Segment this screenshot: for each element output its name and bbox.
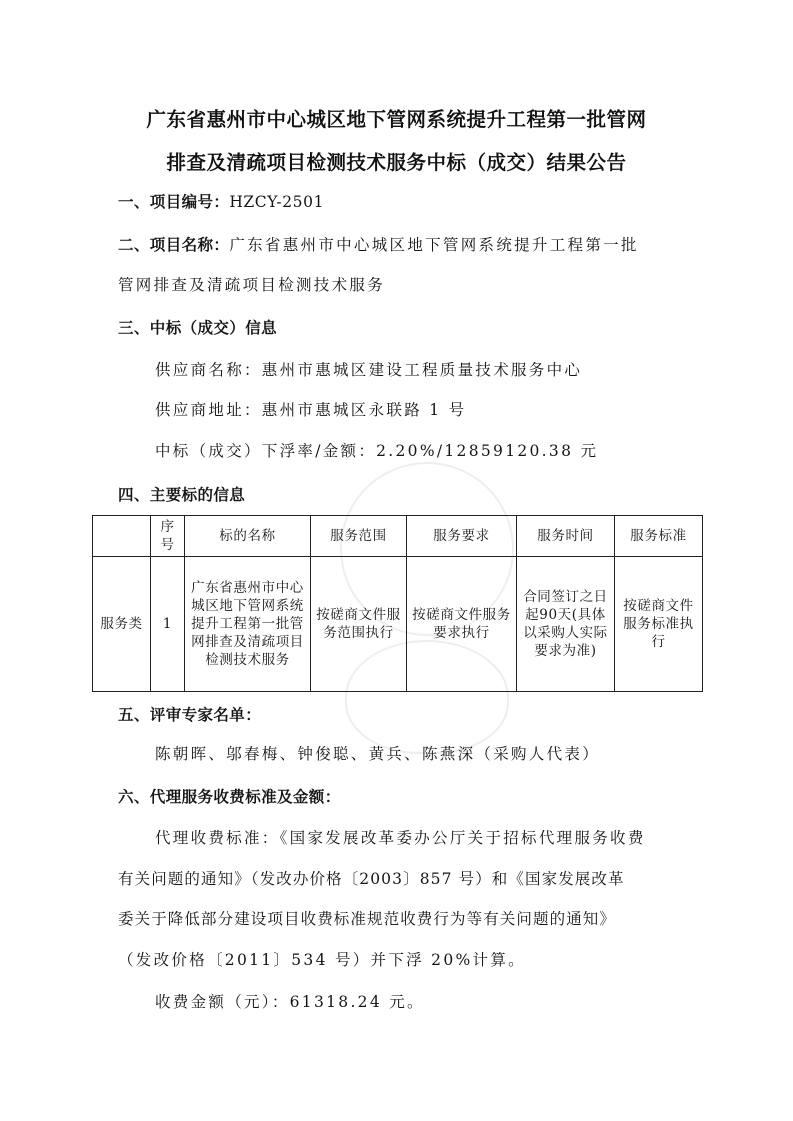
table-cell-subject-name: 广东省惠州市中心城区地下管网系统提升工程第一批管网排查及清疏项目检测技术服务 <box>185 557 311 692</box>
project-number-value: HZCY-2501 <box>229 193 325 211</box>
project-number <box>118 190 324 212</box>
fee-standard-line-1: 代理收费标准：《国家发展改革委办公厅关于招标代理服务收费 <box>155 829 646 847</box>
table-cell-time: 合同签订之日起90天(具体以采购人实际要求为准) <box>517 557 615 692</box>
section-4-label: 四、主要标的信息 <box>118 486 246 504</box>
title-line-2: 排查及清疏项目检测技术服务中标（成交）结果公告 <box>166 151 627 174</box>
section-6-label: 六、代理服务收费标准及金额： <box>118 788 341 806</box>
fee-amount: 收费金额（元）：61318.24 元。 <box>155 993 425 1011</box>
table-header-cell: 服务范围 <box>311 516 407 557</box>
section-3-label: 三、中标（成交）信息 <box>118 319 278 337</box>
fee-standard-line-2: 有关问题的通知》（发改办价格〔2003〕857 号）和《国家发展改革 <box>118 870 625 888</box>
table-header-cell: 服务时间 <box>517 516 615 557</box>
table-cell-category: 服务类 <box>93 557 151 692</box>
table-cell-index: 1 <box>151 557 185 692</box>
table-header-cell: 服务标准 <box>615 516 703 557</box>
supplier-address: 供应商地址：惠州市惠城区永联路 1 号 <box>155 401 467 419</box>
supplier-name: 供应商名称：惠州市惠城区建设工程质量技术服务中心 <box>155 361 583 379</box>
table-header-cell: 服务要求 <box>407 516 517 557</box>
project-name-line-1 <box>118 233 639 255</box>
section-1-label: 一、项目编号： <box>118 193 230 211</box>
section-2-label: 二、项目名称： <box>118 236 230 254</box>
fee-standard-line-3: 委关于降低部分建设项目收费标准规范收费行为等有关问题的通知》 <box>118 910 617 928</box>
table-row <box>93 557 703 692</box>
project-name-line-2: 管网排查及清疏项目检测技术服务 <box>118 276 386 294</box>
table-cell-scope: 按磋商文件服务范围执行 <box>311 557 407 692</box>
table-header-row <box>93 516 703 557</box>
title-line-1: 广东省惠州市中心城区地下管网系统提升工程第一批管网 <box>146 108 647 131</box>
section-5-label: 五、评审专家名单： <box>118 706 262 724</box>
fee-standard-line-4: （发改价格〔2011〕534 号）并下浮 20%计算。 <box>118 951 526 969</box>
table-cell-requirements: 按磋商文件服务要求执行 <box>407 557 517 692</box>
project-name-value-1: 广东省惠州市中心城区地下管网系统提升工程第一批 <box>229 236 639 254</box>
subject-info-table <box>92 515 703 692</box>
table-header-cell <box>93 516 151 557</box>
table-cell-standard: 按磋商文件服务标准执行 <box>615 557 703 692</box>
table-header-cell: 序号 <box>151 516 185 557</box>
table-header-cell: 标的名称 <box>185 516 311 557</box>
bid-rate-amount: 中标（成交）下浮率/金额：2.20%/12859120.38 元 <box>155 442 599 460</box>
expert-list: 陈朝晖、邬春梅、钟俊聪、黄兵、陈燕深（采购人代表） <box>155 745 601 763</box>
